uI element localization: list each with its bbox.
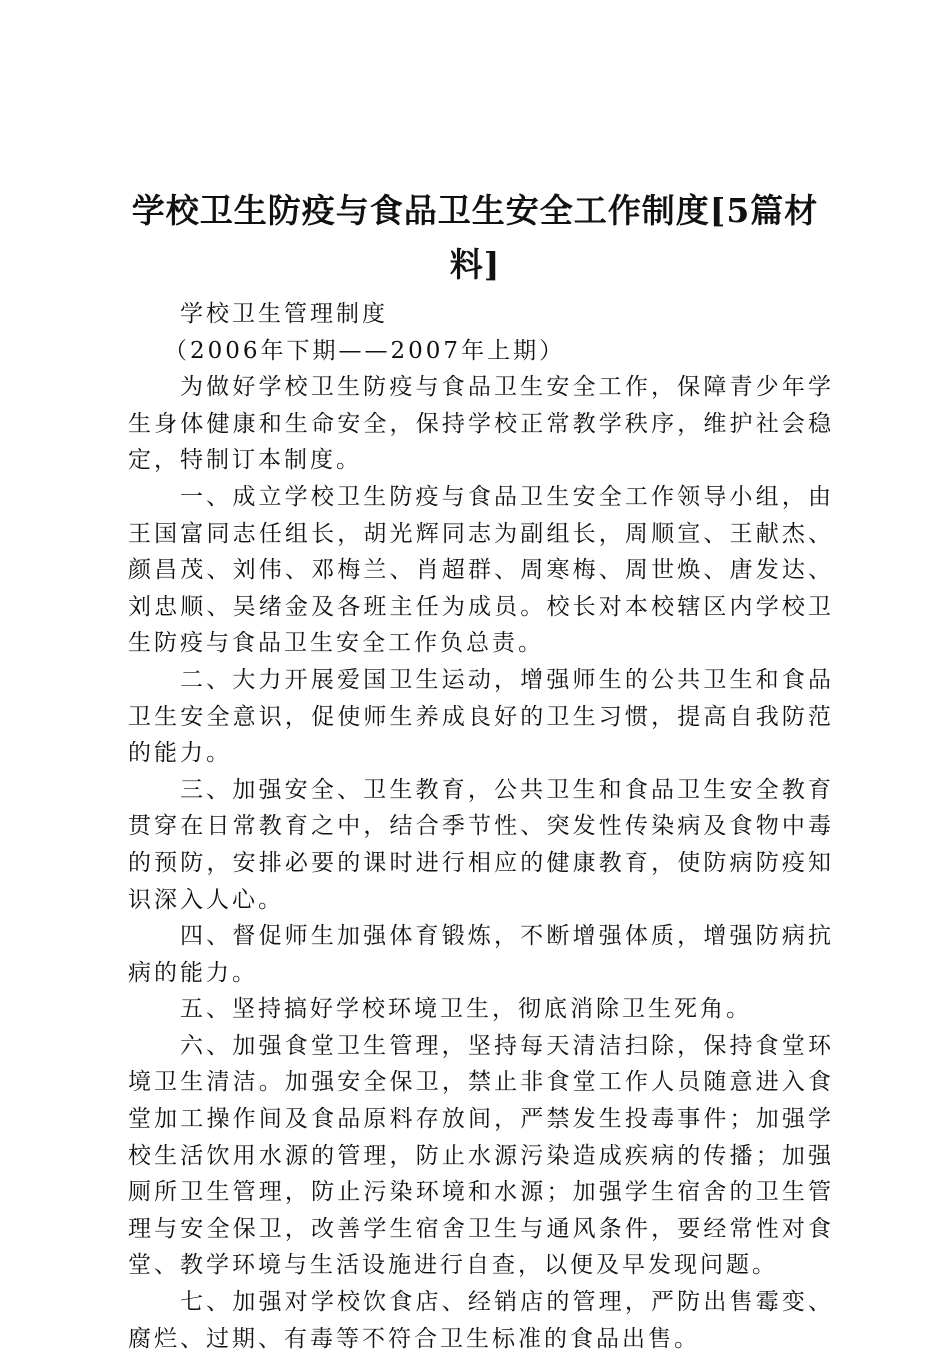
paragraph-item-3: 三、加强安全、卫生教育，公共卫生和食品卫生安全教育贯穿在日常教育之中，结合季节性、突发性传染病及食物中毒的预防，安排必要的课时进行相应的健康教育，使防病防疫知识深入人心。 [128,776,834,913]
paragraph-item-2: 二、大力开展爱国卫生运动，增强师生的公共卫生和食品卫生安全意识，促使师生养成良好的卫生习惯，提高自我防范的能力。 [128,666,834,767]
paragraph-item-5: 五、坚持搞好学校环境卫生，彻底消除卫生死角。 [180,996,752,1023]
document-body [128,296,834,1357]
section-heading: 学校卫生管理制度 [180,301,388,327]
paragraph-item-4: 四、督促师生加强体育锻炼，不断增强体质，增强防病抗病的能力。 [128,923,834,986]
paragraph-item-6: 六、加强食堂卫生管理，坚持每天清洁扫除，保持食堂环境卫生清洁。加强安全保卫，禁止非食堂工作人员随意进入食堂加工操作间及食品原料存放间，严禁发生投毒事件；加强学校生活饮用水源的管理，防止水源污染造成疾病的传播；加强厕所卫生管理，防止污染环境和水源；加强学生宿舍的卫生管理与安全保卫，改善学生宿舍卫生与通风条件，要经常性对食堂、教学环境与生活设施进行自查，以便及早发现问题。 [128,1032,834,1279]
period-line: （2006年下期——2007年上期） [164,337,566,364]
paragraph-item-1: 一、成立学校卫生防疫与食品卫生安全工作领导小组，由王国富同志任组长，胡光辉同志为副组长，周顺宣、王献杰、颜昌茂、刘伟、邓梅兰、肖超群、周寒梅、周世焕、唐发达、刘忠顺、吴绪金及各班主任为成员。校长对本校辖区内学校卫生防疫与食品卫生安全工作负总责。 [128,483,834,657]
paragraph-intro: 为做好学校卫生防疫与食品卫生安全工作，保障青少年学生身体健康和生命安全，保持学校正常教学秩序，维护社会稳定，特制订本制度。 [128,374,834,474]
document-title: 学校卫生防疫与食品卫生安全工作制度[5篇材料] [131,191,819,284]
paragraph-item-7: 七、加强对学校饮食店、经销店的管理，严防出售霉变、腐烂、过期、有毒等不符合卫生标准的食品出售。 [128,1289,834,1352]
